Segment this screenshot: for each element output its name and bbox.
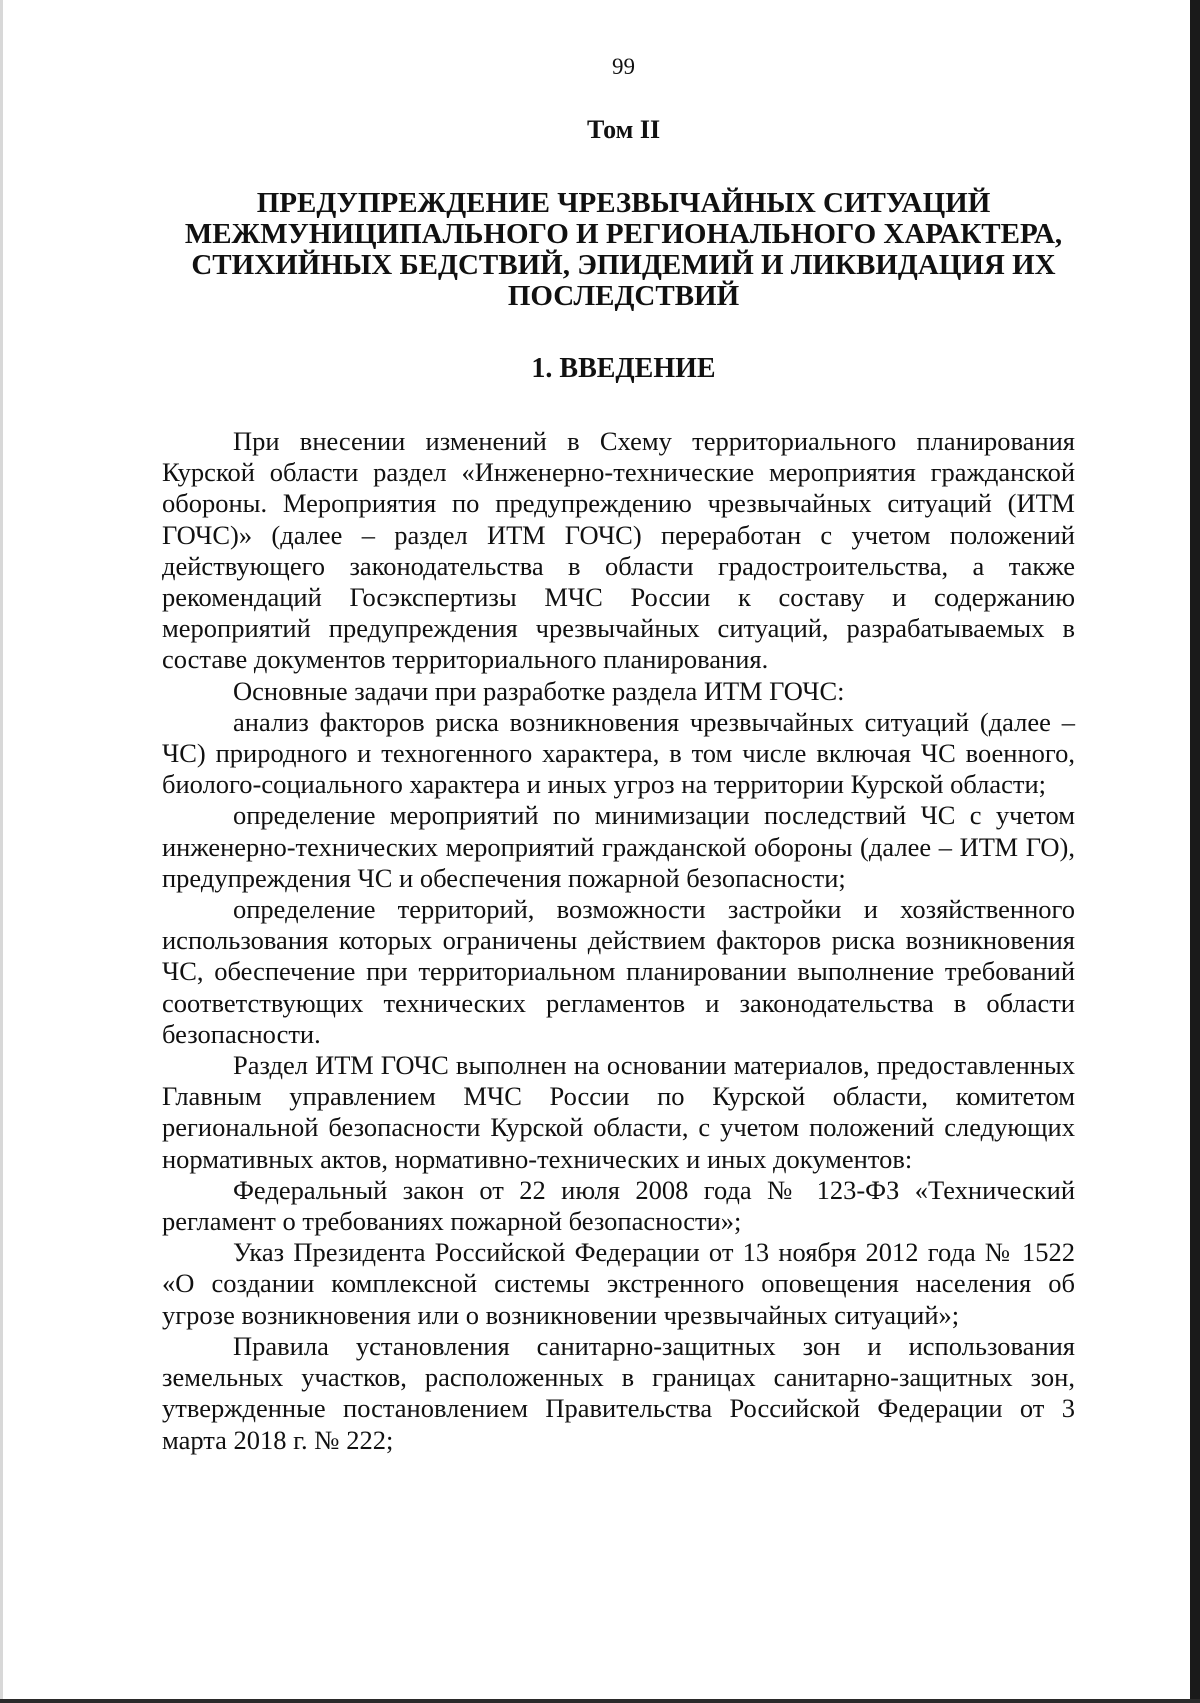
main-title (162, 188, 1075, 312)
main-title-line: ПОСЛЕДСТВИЙ (507, 280, 740, 312)
document-page (162, 52, 1075, 1456)
paragraph: Указ Президента Российской Федерации от 13 ноября 2012 года № 1522 «О создании комплексной системы экстренного оповещения населения об угрозе возникновения или о возникновении чрезвычайных ситуаций»; (162, 1237, 1075, 1330)
section-heading: 1. ВВЕДЕНИЕ (531, 353, 716, 384)
main-title-line: МЕЖМУНИЦИПАЛЬНОГО И РЕГИОНАЛЬНОГО ХАРАКТЕРА, (184, 218, 1063, 250)
paragraph: При внесении изменений в Схему территориального планирования Курской области раздел «Инженерно-технические мероприятия гражданской обороны. Мероприятия по предупреждению чрезвычайных ситуаций (ИТМ ГОЧС)» (далее – раздел ИТМ ГОЧС) переработан с учетом положений действующего законодательства в области градостроительства, а также рекомендаций Госэкспертизы МЧС России к составу и содержанию мероприятий предупреждения чрезвычайных ситуаций, разрабатываемых в составе документов территориального планирования. (162, 426, 1075, 675)
paragraph: анализ факторов риска возникновения чрезвычайных ситуаций (далее – ЧС) природного и техногенного характера, в том числе включая ЧС военного, биолого-социального характера и иных угроз на территории Курской области; (162, 706, 1075, 800)
scan-left-edge (0, 0, 3, 1703)
paragraph: определение мероприятий по минимизации последствий ЧС с учетом инженерно-технических мероприятий гражданской обороны (далее – ИТМ ГО), предупреждения ЧС и обеспечения пожарной безопасности; (162, 800, 1075, 893)
scan-bottom-edge (0, 1699, 1200, 1703)
paragraph: Основные задачи при разработке раздела ИТМ ГОЧС: (233, 675, 845, 706)
main-title-line: ПРЕДУПРЕЖДЕНИЕ ЧРЕЗВЫЧАЙНЫХ СИТУАЦИЙ (256, 187, 991, 219)
scan-right-edge (1190, 0, 1200, 1703)
paragraph: Федеральный закон от 22 июля 2008 года № 123-ФЗ «Технический регламент о требованиях пожарной безопасности»; (162, 1174, 1075, 1237)
page-number: 99 (612, 54, 635, 79)
volume-title: Том II (586, 115, 661, 144)
paragraph: Раздел ИТМ ГОЧС выполнен на основании материалов, предоставленных Главным управлением МЧС России по Курской области, комитетом региональной безопасности Курской области, с учетом положений следующих нормативных актов, нормативно-технических и иных документов: (162, 1050, 1075, 1174)
main-title-line: СТИХИЙНЫХ БЕДСТВИЙ, ЭПИДЕМИЙ И ЛИКВИДАЦИЯ ИХ (191, 249, 1056, 281)
body-text (162, 426, 1075, 1456)
paragraph: определение территорий, возможности застройки и хозяйственного использования которых ограничены действием факторов риска возникновения ЧС, обеспечение при территориальном планировании выполнение требований соответствующих технических регламентов и законодательства в области безопасности. (162, 894, 1075, 1049)
paragraph: Правила установления санитарно-защитных зон и использования земельных участков, расположенных в границах санитарно-защитных зон, утвержденные постановлением Правительства Российской Федерации от 3 марта 2018 г. № 222; (162, 1330, 1075, 1455)
